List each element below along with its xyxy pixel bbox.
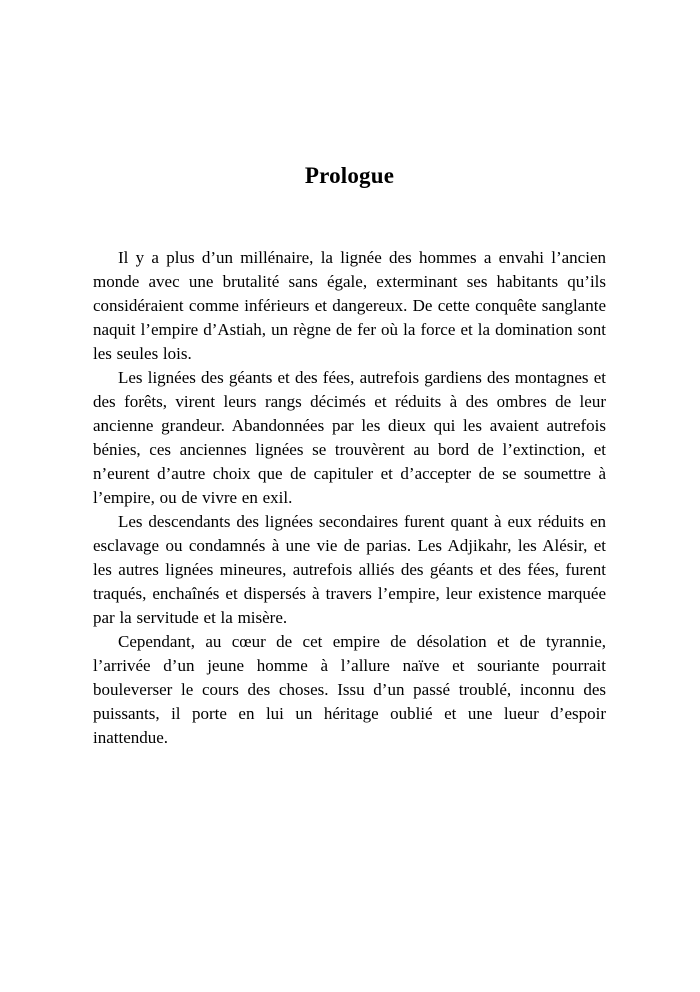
paragraph: Cependant, au cœur de cet empire de désolation et de tyrannie, l’arrivée d’un jeune homme à l’allure naïve et souriante pourrait bouleverser le cours des choses. Issu d’un passé troublé, inconnu des puissants, il porte en lui un héritage oublié et une lueur d’espoir inattendue. xyxy=(93,632,606,747)
page-content xyxy=(93,0,606,750)
body-text xyxy=(93,246,606,750)
paragraph: Les descendants des lignées secondaires furent quant à eux réduits en esclavage ou condamnés à une vie de parias. Les Adjikahr, les Alésir, et les autres lignées mineures, autrefois alliés des géants et des fées, furent traqués, enchaînés et dispersés à travers l’empire, leur existence marquée par la servitude et la misère. xyxy=(93,512,606,627)
chapter-title: Prologue xyxy=(304,163,395,188)
paragraph: Il y a plus d’un millénaire, la lignée des hommes a envahi l’ancien monde avec une brutalité sans égale, exterminant ses habitants qu’ils considéraient comme inférieurs et dangereux. De cette conquête sanglante naquit l’empire d’Astiah, un règne de fer où la force et la domination sont les seules lois. xyxy=(93,248,606,363)
paragraph: Les lignées des géants et des fées, autrefois gardiens des montagnes et des forêts, virent leurs rangs décimés et réduits à des ombres de leur ancienne grandeur. Abandonnées par les dieux qui les avaient autrefois bénies, ces anciennes lignées se trouvèrent au bord de l’extinction, et n’eurent d’autre choix que de capituler et d’accepter de se soumettre à l’empire, ou de vivre en exil. xyxy=(93,368,606,507)
